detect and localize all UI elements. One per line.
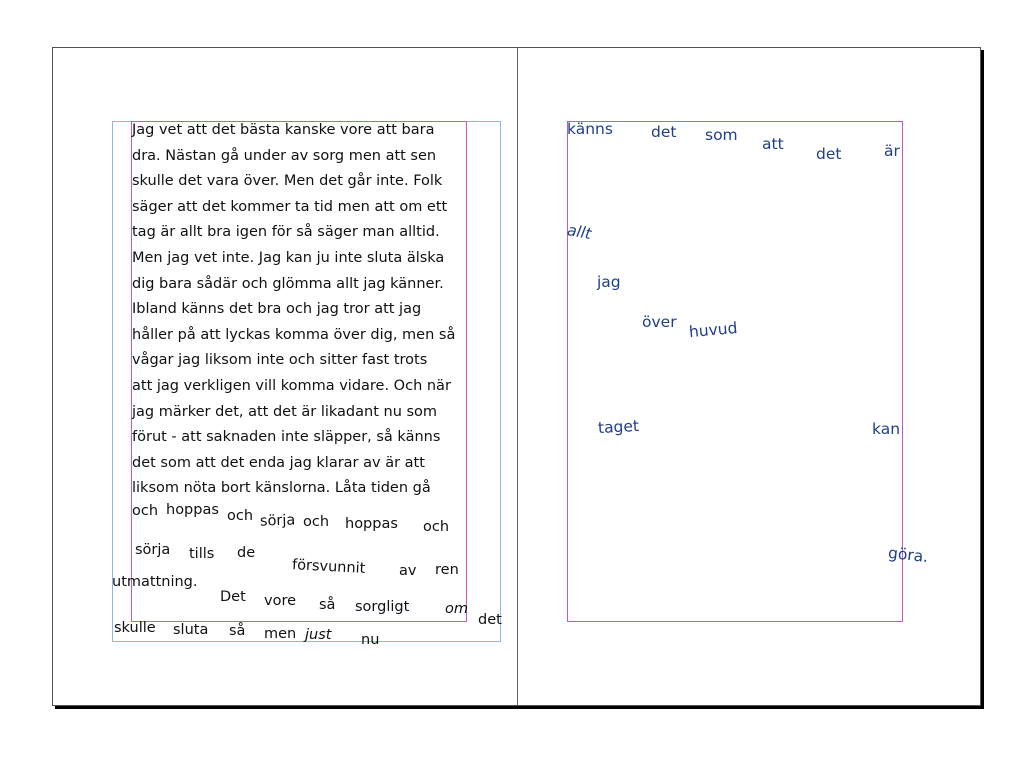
- scattered-word: över: [642, 313, 677, 331]
- scattered-word: Det: [220, 589, 246, 605]
- scattered-word: försvunnit: [291, 557, 366, 577]
- paragraph-line: Men jag vet inte. Jag kan ju inte sluta älska: [132, 249, 445, 266]
- paragraph-line: jag märker det, att det är likadant nu som: [132, 403, 438, 420]
- scattered-word: och: [227, 508, 254, 524]
- paragraph-line: håller på att lyckas komma över dig, men så: [132, 326, 456, 343]
- scattered-word: hoppas: [166, 502, 219, 518]
- text-frame-right[interactable]: [567, 121, 903, 622]
- paragraph-line: säger att det kommer ta tid men att om ett: [132, 198, 448, 215]
- left-page: [53, 48, 518, 705]
- scattered-word: utmattning.: [112, 574, 198, 590]
- scattered-word: att: [762, 135, 784, 153]
- scattered-word: göra.: [887, 543, 930, 567]
- scattered-word: och: [132, 503, 159, 519]
- scattered-word: som: [705, 126, 738, 144]
- scattered-word: och: [423, 519, 450, 535]
- scattered-word: så: [319, 597, 336, 613]
- body-paragraph: [132, 118, 477, 502]
- scattered-word: om: [445, 601, 468, 617]
- paragraph-line: det som att det enda jag klarar av är att: [132, 454, 425, 471]
- scattered-word: men: [264, 626, 297, 642]
- scattered-word: tills: [189, 546, 215, 562]
- scattered-word: ren: [435, 562, 459, 578]
- paragraph-line: skulle det vara över. Men det går inte. Folk: [132, 173, 443, 190]
- scattered-word: det: [478, 612, 502, 628]
- scattered-word: skulle: [114, 620, 156, 636]
- paragraph-line: Ibland känns det bra och jag tror att jag: [132, 301, 422, 318]
- paragraph-line: dra. Nästan gå under av sorg men att sen: [132, 147, 437, 164]
- scattered-word: sörja: [259, 512, 296, 530]
- scattered-word: kan: [872, 420, 901, 438]
- paragraph-line: Jag vet att det bästa kanske vore att bara: [132, 122, 435, 138]
- scattered-word: sörja: [135, 542, 171, 558]
- paragraph-line: liksom nöta bort känslorna. Låta tiden gå: [132, 480, 431, 497]
- scattered-word: är: [884, 142, 900, 160]
- paragraph-line: vågar jag liksom inte och sitter fast trots: [132, 352, 428, 369]
- scattered-word: hoppas: [345, 516, 398, 532]
- scattered-word: huvud: [688, 318, 739, 342]
- scattered-word: det: [651, 123, 677, 141]
- scattered-word: just: [305, 627, 332, 643]
- scattered-word: och: [303, 514, 330, 530]
- right-page: [518, 48, 982, 705]
- scattered-word: av: [399, 563, 417, 579]
- paragraph-line: dig bara sådär och glömma allt jag känner.: [132, 275, 444, 292]
- scattered-word: nu: [361, 632, 380, 648]
- scattered-word: känns: [567, 120, 613, 138]
- scattered-word: sorgligt: [355, 599, 410, 615]
- scattered-word: de: [237, 545, 256, 561]
- scattered-word: det: [816, 145, 842, 163]
- document-spread: [52, 47, 981, 706]
- scattered-word: så: [229, 623, 246, 639]
- paragraph-line: tag är allt bra igen för så säger man alltid.: [132, 224, 440, 241]
- scattered-word: jag: [597, 273, 621, 291]
- scattered-word: sluta: [173, 622, 209, 638]
- paragraph-line: förut - att saknaden inte släpper, så känns: [132, 429, 441, 446]
- scattered-word: vore: [264, 593, 297, 609]
- scattered-word: taget: [597, 416, 640, 438]
- scattered-word: allt: [565, 221, 593, 243]
- paragraph-line: att jag verkligen vill komma vidare. Och när: [132, 377, 451, 394]
